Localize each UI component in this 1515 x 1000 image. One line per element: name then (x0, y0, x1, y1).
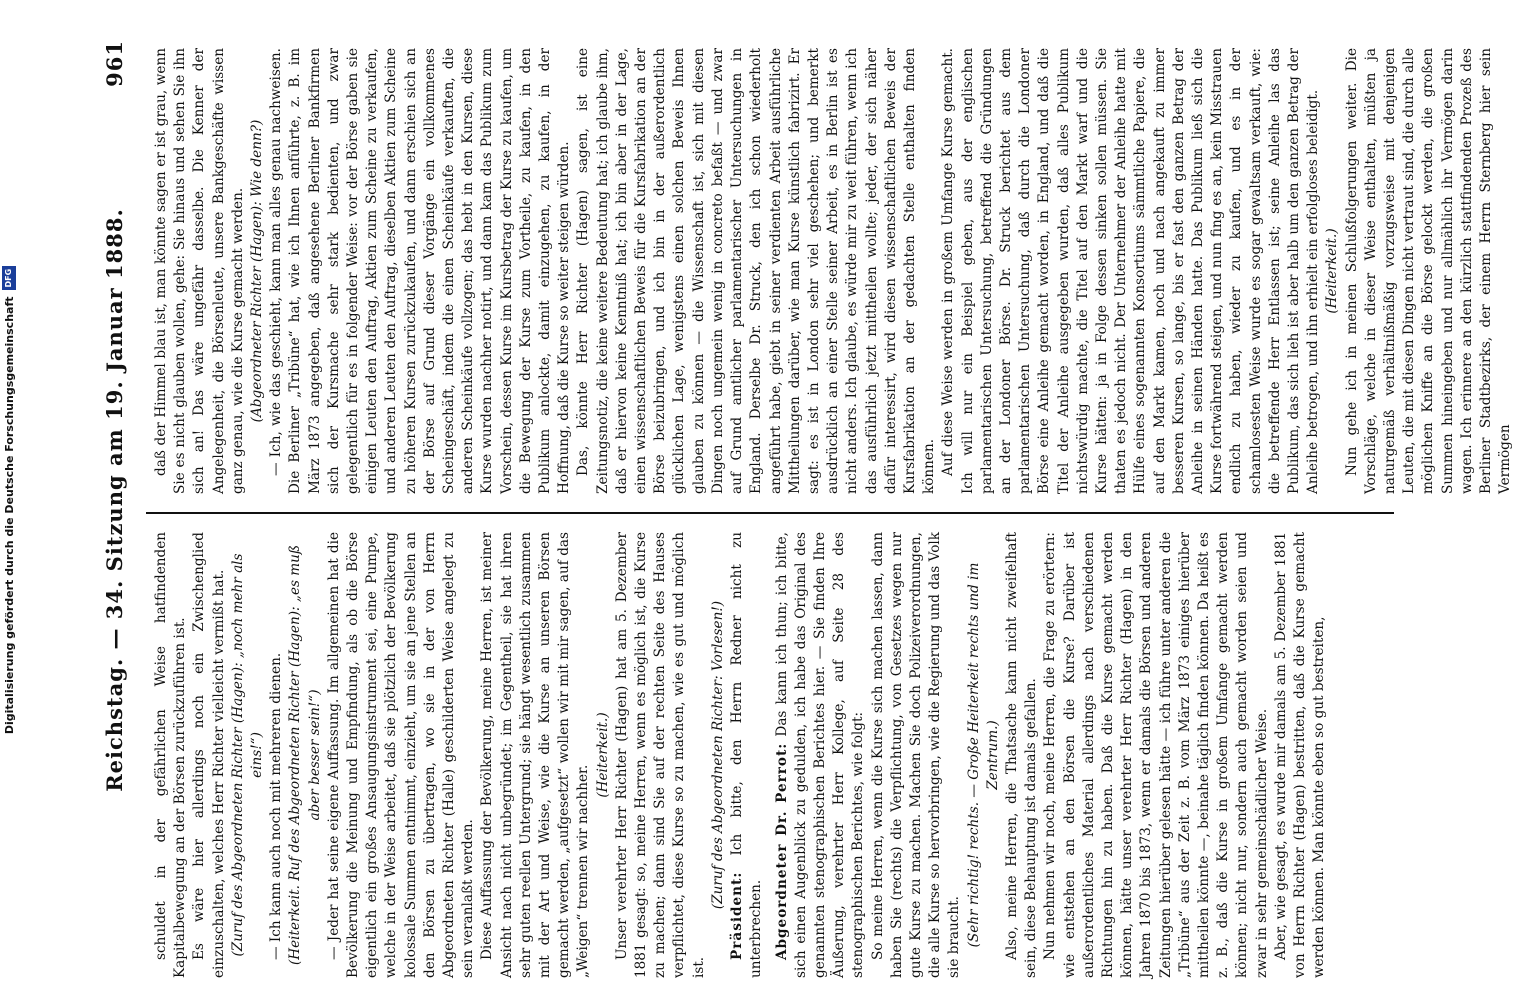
paragraph: Aber, wie gesagt, es wurde mir damals am 5. Dezember 1881 von Herrn Richter (Hagen) bestritten, daß die Kurse gemacht werden können. Man könnte eben so gut bestreiten, (1272, 532, 1328, 978)
paragraph: — Ich kann auch noch mit mehreren dienen. (268, 652, 285, 960)
paragraph: Auf diese Weise werden in großem Umfange Kurse gemacht. Ich will nur ein Beispiel geben, aus der englischen parlamentarischen Untersuchung, betreffend die Gründungen an der Londoner Börse. Dr. Struck berichtet aus dem parlamentarischen Untersuchung, daß durch die Londoner Börse eine Anleihe gemacht worden, in England, und daß die Titel der Anleihe ausgegeben wurden, daß alles Publikum nichtswürdig machte, die Titel auf den Markt warf und die Kurse hätten: ja in Folge dessen sinken sollen müssen. Sie thaten es jedoch nicht. Der Unternehmer der Anleihe hatte mit Hülfe eines sogenannten Konsortiums sämmtliche Papiere, die auf den Markt kamen, noch und nach angekauft zu immer besseren Kursen, so lange, bis er fast den ganzen Betrag der Anleihe in seinen Händen hatte. Das Publikum ließ sich die Kurse fortwährend steigen, und nun fing es an, kein Misstrauen endlich zu haben, wieder zu kaufen, und es in der schamlosesten Weise wurde es sogar gewaltsam verkauft, wie: die betreffende Herr Entlassen ist; seine Anleihe las das Publikum, das sich lieh ist aber halb um den ganzen Betrag der Anleihe betrogen, und ihn erhielt ein erfolgloses beleidigt. (940, 48, 1322, 494)
interjection: (Zuruf des Abgeordneten Richter: Vorlesen!) (709, 600, 726, 910)
paragraph: So meine Herren, wenn die Kurse sich machen lassen, dann haben Sie (rechts) die Verpflichtung, von Gesetzes wegen nur gute Kurse zu machen. Machen Sie doch Polizeiverordnungen, die alle Kurse so hervorbringen, wie die Regierung und das Volk sie braucht. (869, 532, 963, 978)
scanned-page (80, 0, 1514, 1000)
speaker-paragraph (773, 532, 869, 978)
paragraph: Es wäre hier allerdings noch ein Zwischenglied einzuschalten, welches Herr Richter vielleicht vermißt hat. (191, 532, 227, 978)
credit-text: Digitalisierung gefördert durch die Deutsche Forschungsgemeinschaft (2, 296, 16, 735)
left-column (152, 532, 1376, 978)
page-title: Reichstag. — 34. Sitzung am 19. Januar 1888. (102, 208, 127, 792)
page-number: 961 (102, 40, 127, 87)
interjection: (Sehr richtig! rechts. — Große Heiterkeit rechts und im Zentrum.) (965, 562, 1001, 948)
interjection: (Heiterkeit.) (594, 712, 611, 798)
dfg-logo: DFG (2, 266, 16, 291)
paragraph: — Ich, wie das geschieht, kann man alles genau nachweisen. Die Berliner „Tribüne“ hat, wie ich Ihnen anführte, z. B. im März 1873 angegeben, daß angesehene Berliner Bankfirmen sich der Kursmache sehr stark bedienten, und zwar gelegentlich für es in folgender Weise: vor der Börse gaben sie einigen Leuten den Auftrag, Aktien zum Scheine zu verkaufen, und anderen Leuten den Auftrag, dieselben Aktien zum Scheine zu höheren Kursen zurückzukaufen, und dann erschien sich an der Börse auf Grund dieser Vorgänge ein vollkommenes Scheingeschäft, indem die einen Scheinkäufe verkauften, die anderen Scheinkäufe vollzogen; das hebt in den Kursen, diese Kurse wurden nachher notirt, und dann kam das Publikum zum Vorschein, dessen Kurse im Kursbetrag der Kurse zu kaufen, um die Bewegung der Kurse zum Vortheile, zu kaufen, in den Publikum anlockte, damit einzugehen, zu kaufen, in der Hoffnung, daß die Kurse so weiter steigen würden. (268, 48, 573, 494)
speech-text: Das kann ich thun; ich bitte, sich einen Augenblick zu gedulden, ich habe das Original des genannten stenographischen Berichtes hier. — Sie finden Ihre Äußerung, verehrter Herr Kollege, auf Seite 28 des stenographischen Berichtes, wie folgt: (773, 532, 867, 978)
interjection: (Abgeordneter Richter (Hagen): Wie denn?) (249, 119, 266, 423)
column-divider (146, 512, 1394, 514)
speaker-name: Präsident: (729, 871, 746, 960)
paragraph: Nun gehe ich in meinen Schlußfolgerungen weiter. Die Vorschläge, welche in dieser Weise enthalten, müßten ja naturgemäß verhältnißmäßig vorzugsweise mit denjenigen Leuten, die mit diesen Dingen nicht vertraut sind, die durch alle möglichen Kniffe an die Börse gelockt werden, die großen Summen hineingeben und nur allmählich ihr Vermögen darin wagen. Ich erinnere an den kürzlich stattfindenden Prozeß des Berliner Stadtbezirks, der einem Herrn Sternberg hier sein Vermögen (1343, 48, 1514, 494)
paragraph: Nun nehmen wir noch, meine Herren, die Frage zu erörtern: wie entstehen an den Börsen die Kurse? Darüber ist außerordentliches Material allerdings nach verschiedenen Richtungen hin zu haben. Daß die Kurse gemacht werden können, hätte unser verehrter Herr Richter (Hagen) in den Jahren 1870 bis 1873, wenn er damals die Börsen und anderen Zeitungen hierüber gelesen hätte — ich führe unter anderen die „Tribüne“ aus der Zeit z. B. vom März 1873 einiges hierüber mittheilen könnte —, beinahe täglich finden können. Da heißt es z. B., daß die Kurse in großem Umfange gemacht werden können; nicht nur, sondern auch gemacht worden seien und zwar in sehr gemeinschädlicher Weise. (1042, 532, 1270, 978)
paragraph: Das, könnte Herr Richter (Hagen) sagen, ist eine Zeitungsnotiz, die keine weitere Bedeutung hat; ich glaube ihm, daß er hiervon keine Kenntniß hat; ich bin aber in der Lage, einen wissenschaftlichen Beweis für die Kursfabrikation an der Börse beizubringen, und ich bin in der außerordentlich glücklichen Lage, wenigstens einen solchen Beweis Ihnen glauben zu können — die Wissenschaft ist, sich mit diesen Dingen noch ungemein wenig in concreto befaßt — und zwar auf Grund amtlicher parlamentarischer Untersuchungen in England. Derselbe Dr. Struck, den ich schon wiederholt angeführt habe, giebt in seiner verdienten Arbeit ausführliche Mittheilungen darüber, wie man Kurse künstlich fabrizirt. Er sagt: es ist in London sehr viel geschehen; und bemerkt ausdrücklich an einer Stelle seiner Arbeit, es in Berlin ist es nicht anders. Ich glaube, es würde mir zu weit führen, wenn ich das ausführlich jetzt mittheilen wollte; jeder, der sich näher dafür interessirt, wird diesen wissenschaftlichen Beweis der Kursfabrikation an der gedachten Stelle enthalten finden können. (575, 48, 938, 494)
interjection: (Zuruf des Abgeordneten Richter (Hagen): „noch mehr als eins!“) (229, 553, 266, 957)
right-column (152, 48, 1514, 494)
paragraph: Diese Auffassung der Bevölkerung, meine Herren, ist meiner Ansicht nach nicht unbegründet; im Gegentheil, sie hat ihren sehr guten reellen Untergrund; sie hängt wesentlich zusammen mit der Art und Weise, wie die Kurse an unseren Börsen gemacht werden, „aufgesetzt“ wollen wir mit mir sagen, auf das „Weigen“ trennen wir nachher. (479, 532, 592, 978)
speaker-paragraph (728, 532, 766, 978)
speaker-name: Abgeordneter Dr. Perrot: (773, 742, 790, 960)
paragraph: schuldet in der gefährlichen Weise hatfindenden Kapitalbewegung an der Börsen zurückzuführen ist. (153, 532, 189, 978)
page-header (102, 40, 142, 960)
digitization-credit (2, 0, 16, 1000)
speech-text: Ich bitte, den Herrn Redner nicht zu unterbrechen. (729, 532, 765, 978)
paragraph: daß der Himmel blau ist, man könnte sagen er ist grau, wenn Sie es nicht glauben wollen, gehe: Sie hinaus und sehen Sie ihn sich an! Das wäre ungefähr dasselbe. Die Kenner der Angelegenheit, die Börsenleute, unsere Bankgeschäfte wissen ganz genau, wie die Kurse gemacht werden. (153, 48, 246, 494)
paragraph: Unser verehrter Herr Richter (Hagen) hat am 5. Dezember 1881 gesagt: so, meine Herren, wenn es möglich ist, die Kurse zu machen; dann sind Sie auf der rechten Seite des Hauses verpflichtet, diese Kurse so zu machen, wie es gut und möglich ist. (613, 532, 707, 978)
interjection: (Heiterkeit.) (1324, 228, 1341, 314)
paragraph: Also, meine Herren, die Thatsache kann nicht zweifelhaft sein, diese Behauptung ist damals gefallen. (1003, 532, 1040, 978)
paragraph: — Jeder hat seine eigene Auffassung. Im allgemeinen hat die Bevölkerung die Meinung und Empfindung, als ob die Börse eigentlich ein großes Ansaugungsinstrument sei, eine Pumpe, welche in der Weise arbeitet, daß sie plötzlich der Bevölkerung kolossale Summen entnimmt, einzieht, um sie an jene Stellen an den Börsen zu übertragen, wo sie in der von Herrn Abgeordneten Richter (Halle) geschilderten Weise angelegt zu sein veranlaßt werden. (325, 532, 477, 978)
interjection: (Heiterkeit. Ruf des Abgeordneten Richter (Hagen): „es muß aber besser sein!“) (287, 544, 323, 966)
